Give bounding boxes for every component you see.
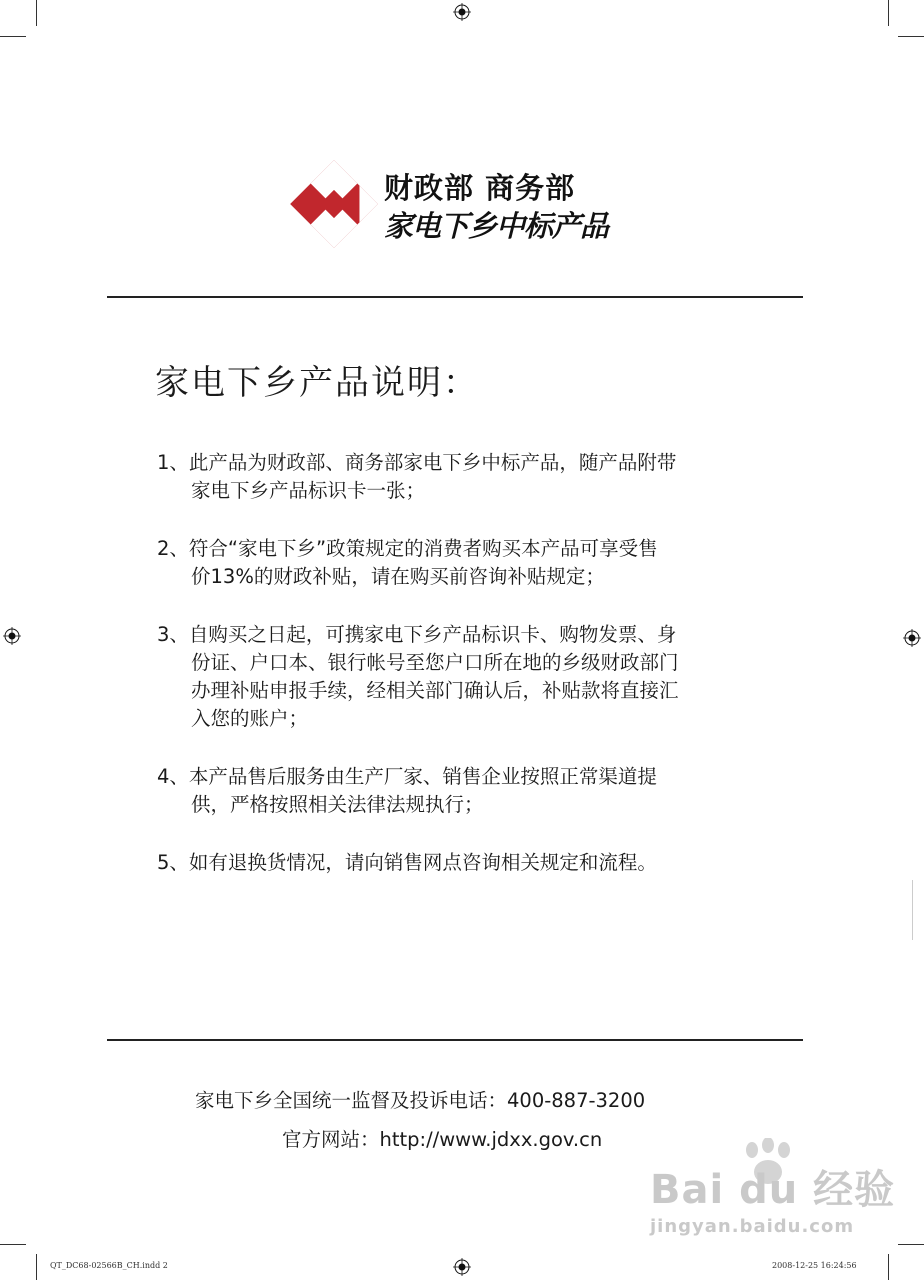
registration-mark-top-icon — [453, 3, 471, 21]
trim-mark-right-edge — [912, 880, 913, 940]
item-line: 4、本产品售后服务由生产厂家、销售企业按照正常渠道提 — [157, 765, 657, 788]
watermark-url: jingyan.baidu.com — [650, 1216, 855, 1237]
trim-mark-bottom-right — [888, 1254, 889, 1280]
registration-mark-bottom-icon — [453, 1258, 471, 1276]
item-line: 份证、户口本、银行帐号至您户口所在地的乡级财政部门 — [191, 651, 679, 674]
list-item — [157, 449, 797, 505]
item-line: 办理补贴申报手续，经相关部门确认后，补贴款将直接汇 — [191, 679, 679, 702]
complaint-hotline: 家电下乡全国统一监督及投诉电话：400-887-3200 — [195, 1089, 646, 1112]
logo-emblem-icon — [288, 158, 380, 250]
logo-title-program: 家电下乡中标产品 — [384, 209, 609, 243]
trim-mark-bottom-right-h — [898, 1244, 924, 1245]
logo — [288, 158, 622, 250]
item-line: 供，严格按照相关法律法规执行； — [191, 793, 484, 816]
bottom-divider — [107, 1039, 803, 1041]
page-title: 家电下乡产品说明： — [155, 363, 479, 403]
item-line: 家电下乡产品标识卡一张； — [191, 479, 426, 502]
logo-title-ministries: 财政部 商务部 — [384, 171, 576, 205]
baidu-watermark — [650, 1138, 896, 1248]
item-line: 5、如有退换货情况，请向销售网点咨询相关规定和流程。 — [157, 851, 657, 874]
trim-mark-top-right-h — [898, 36, 924, 37]
list-item — [157, 849, 797, 877]
watermark-brand: Bai du 经验 — [650, 1167, 896, 1213]
list-item — [157, 621, 797, 733]
trim-mark-top-left-h — [0, 36, 26, 37]
slug-filename: QT_DC68-02566B_CH.indd 2 — [50, 1261, 168, 1270]
trim-mark-top-right — [888, 0, 889, 26]
trim-mark-top-left — [36, 0, 37, 26]
item-line: 3、自购买之日起，可携家电下乡产品标识卡、购物发票、身 — [157, 623, 677, 646]
item-line: 2、符合“家电下乡”政策规定的消费者购买本产品可享受售 — [157, 537, 658, 560]
item-line: 入您的账户； — [191, 707, 309, 730]
trim-mark-bottom-left-h — [0, 1244, 26, 1245]
list-item — [157, 763, 797, 819]
slug-timestamp: 2008-12-25 16:24:56 — [772, 1261, 857, 1270]
item-line: 1、此产品为财政部、商务部家电下乡中标产品，随产品附带 — [157, 451, 677, 474]
registration-mark-left-icon — [3, 627, 21, 645]
top-divider — [107, 296, 803, 298]
instruction-list — [157, 449, 797, 907]
official-website: 官方网站：http://www.jdxx.gov.cn — [282, 1128, 603, 1151]
registration-mark-right-icon — [903, 629, 921, 647]
list-item — [157, 535, 797, 591]
trim-mark-bottom-left — [36, 1254, 37, 1280]
item-line: 价13%的财政补贴，请在购买前咨询补贴规定； — [191, 565, 605, 588]
